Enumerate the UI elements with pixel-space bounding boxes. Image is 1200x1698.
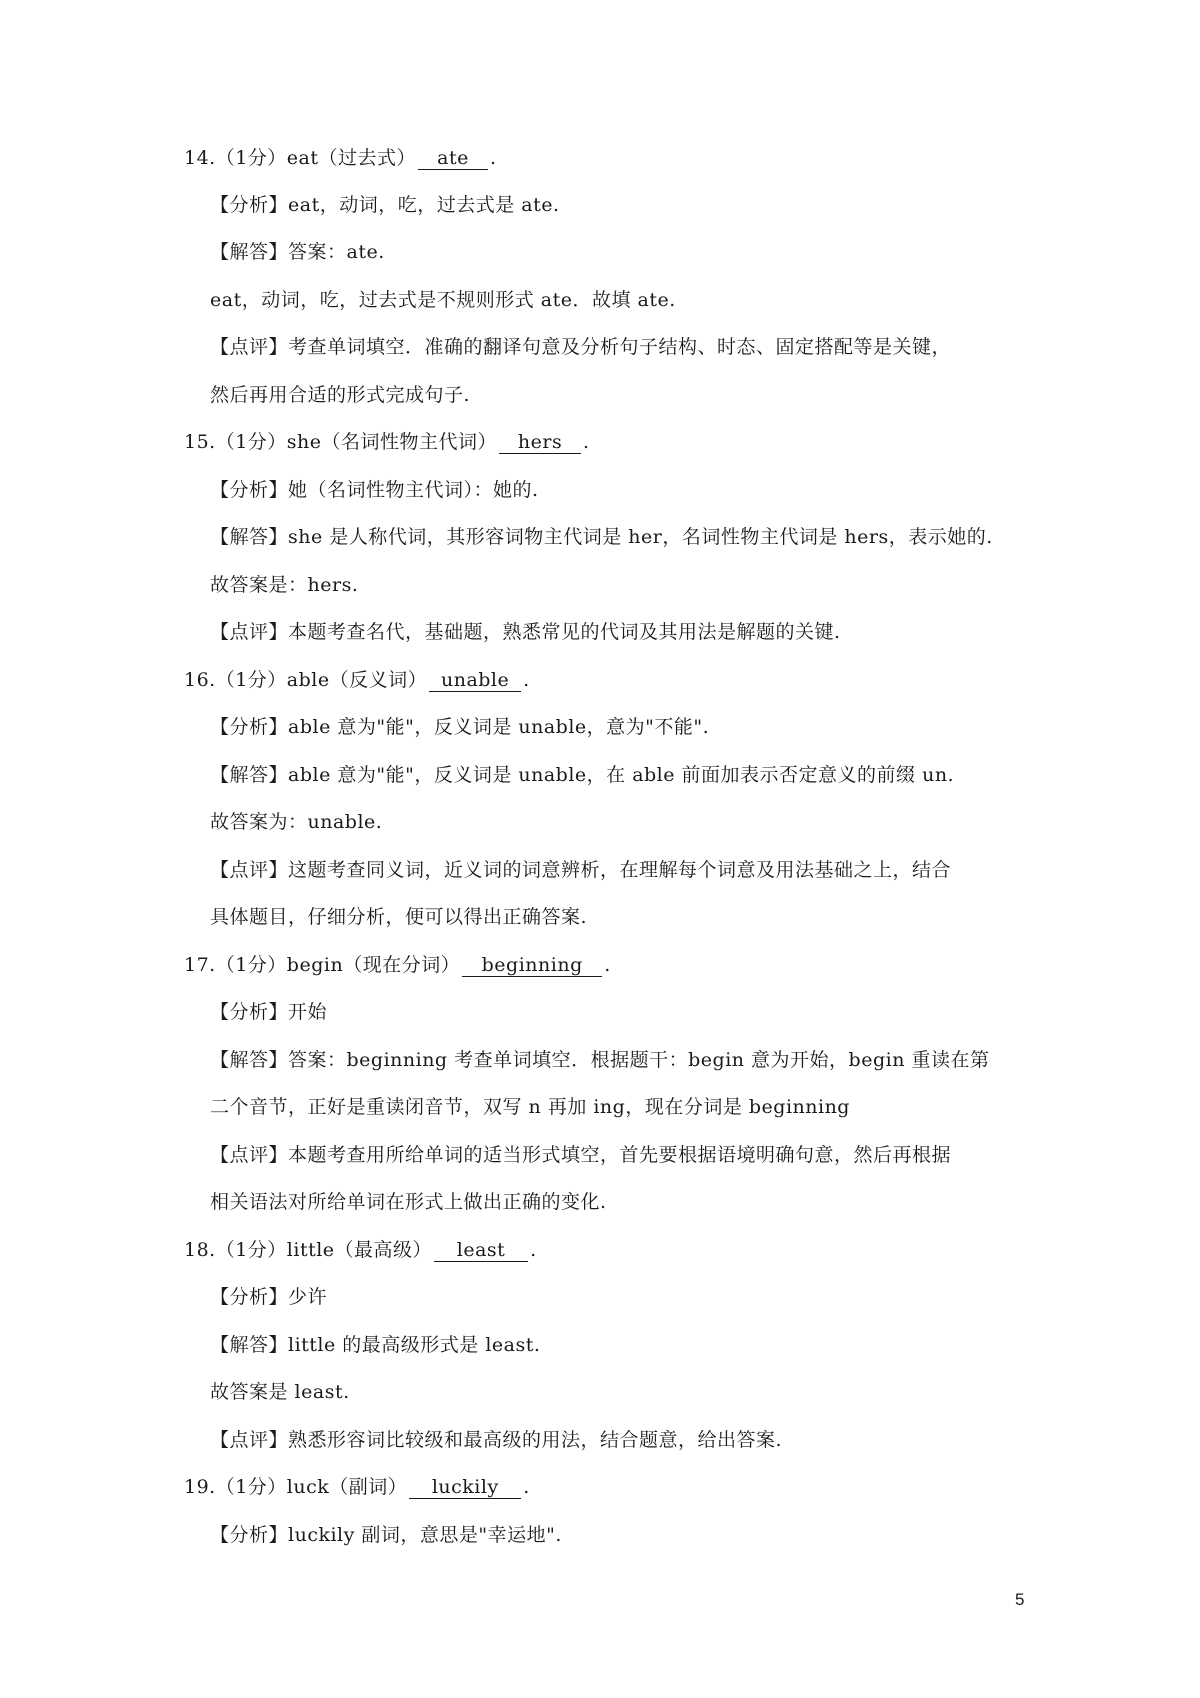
- question-18-prompt: 18.（1分）little（最高级）: [184, 1239, 433, 1261]
- question-17-comment: 【点评】本题考查用所给单词的适当形式填空，首先要根据语境明确句意，然后再根据: [210, 1144, 952, 1166]
- question-15-end: .: [583, 431, 590, 453]
- question-14-answer: ate: [418, 147, 488, 170]
- question-18-comment: 【点评】熟悉形容词比较级和最高级的用法，结合题意，给出答案.: [210, 1429, 783, 1451]
- question-15-analysis: 【分析】她（名词性物主代词）：她的.: [210, 479, 539, 501]
- question-15-solution: 【解答】she 是人称代词，其形容词物主代词是 her，名词性物主代词是 hers，表示她的.: [210, 526, 993, 548]
- question-19-end: .: [523, 1476, 530, 1498]
- question-15: [184, 430, 590, 454]
- question-19: [184, 1475, 530, 1499]
- question-17: [184, 953, 611, 977]
- question-16-prompt: 16.（1分）able（反义词）: [184, 669, 428, 691]
- question-14-solution-detail: eat，动词，吃，过去式是不规则形式 ate．故填 ate.: [210, 289, 676, 311]
- question-14-solution: 【解答】答案：ate.: [210, 241, 385, 263]
- question-14-analysis: 【分析】eat，动词，吃，过去式是 ate.: [210, 194, 560, 216]
- question-18-analysis: 【分析】少许: [210, 1286, 328, 1308]
- question-18-end: .: [530, 1239, 537, 1261]
- question-18-answer: least: [434, 1239, 528, 1262]
- question-17-solution: 【解答】答案：beginning 考查单词填空．根据题干：begin 意为开始，begin 重读在第: [210, 1049, 990, 1071]
- question-17-answer: beginning: [462, 954, 602, 977]
- question-17-prompt: 17.（1分）begin（现在分词）: [184, 954, 461, 976]
- question-16-analysis: 【分析】able 意为"能"，反义词是 unable，意为"不能".: [210, 716, 710, 738]
- question-17-comment-cont: 相关语法对所给单词在形式上做出正确的变化.: [210, 1191, 607, 1213]
- page-number: 5: [1015, 1590, 1025, 1609]
- question-17-end: .: [604, 954, 611, 976]
- question-19-answer: luckily: [409, 1476, 521, 1499]
- question-16-solution: 【解答】able 意为"能"，反义词是 unable，在 able 前面加表示否定意义的前缀 un.: [210, 764, 955, 786]
- question-16: [184, 668, 530, 692]
- question-15-answer: hers: [499, 431, 581, 454]
- question-14: [184, 146, 497, 170]
- question-16-comment: 【点评】这题考查同义词，近义词的词意辨析，在理解每个词意及用法基础之上，结合: [210, 859, 952, 881]
- question-14-prompt: 14.（1分）eat（过去式）: [184, 147, 417, 169]
- question-19-prompt: 19.（1分）luck（副词）: [184, 1476, 408, 1498]
- question-17-analysis: 【分析】开始: [210, 1001, 328, 1023]
- question-19-analysis: 【分析】luckily 副词，意思是"幸运地".: [210, 1524, 562, 1546]
- question-15-solution-detail: 故答案是：hers.: [210, 574, 359, 596]
- question-16-end: .: [523, 669, 530, 691]
- question-18-solution-detail: 故答案是 least.: [210, 1381, 350, 1403]
- question-16-answer: unable: [429, 669, 521, 692]
- question-18: [184, 1238, 537, 1262]
- question-18-solution: 【解答】little 的最高级形式是 least.: [210, 1334, 541, 1356]
- question-16-comment-cont: 具体题目，仔细分析，便可以得出正确答案.: [210, 906, 588, 928]
- question-14-end: .: [490, 147, 497, 169]
- question-15-comment: 【点评】本题考查名代，基础题，熟悉常见的代词及其用法是解题的关键.: [210, 621, 841, 643]
- question-16-solution-detail: 故答案为：unable.: [210, 811, 383, 833]
- question-17-solution-detail: 二个音节，正好是重读闭音节，双写 n 再加 ing，现在分词是 beginning: [210, 1096, 850, 1118]
- question-15-prompt: 15.（1分）she（名词性物主代词）: [184, 431, 498, 453]
- question-14-comment: 【点评】考查单词填空．准确的翻译句意及分析句子结构、时态、固定搭配等是关键，: [210, 336, 952, 358]
- question-14-comment-cont: 然后再用合适的形式完成句子.: [210, 384, 471, 406]
